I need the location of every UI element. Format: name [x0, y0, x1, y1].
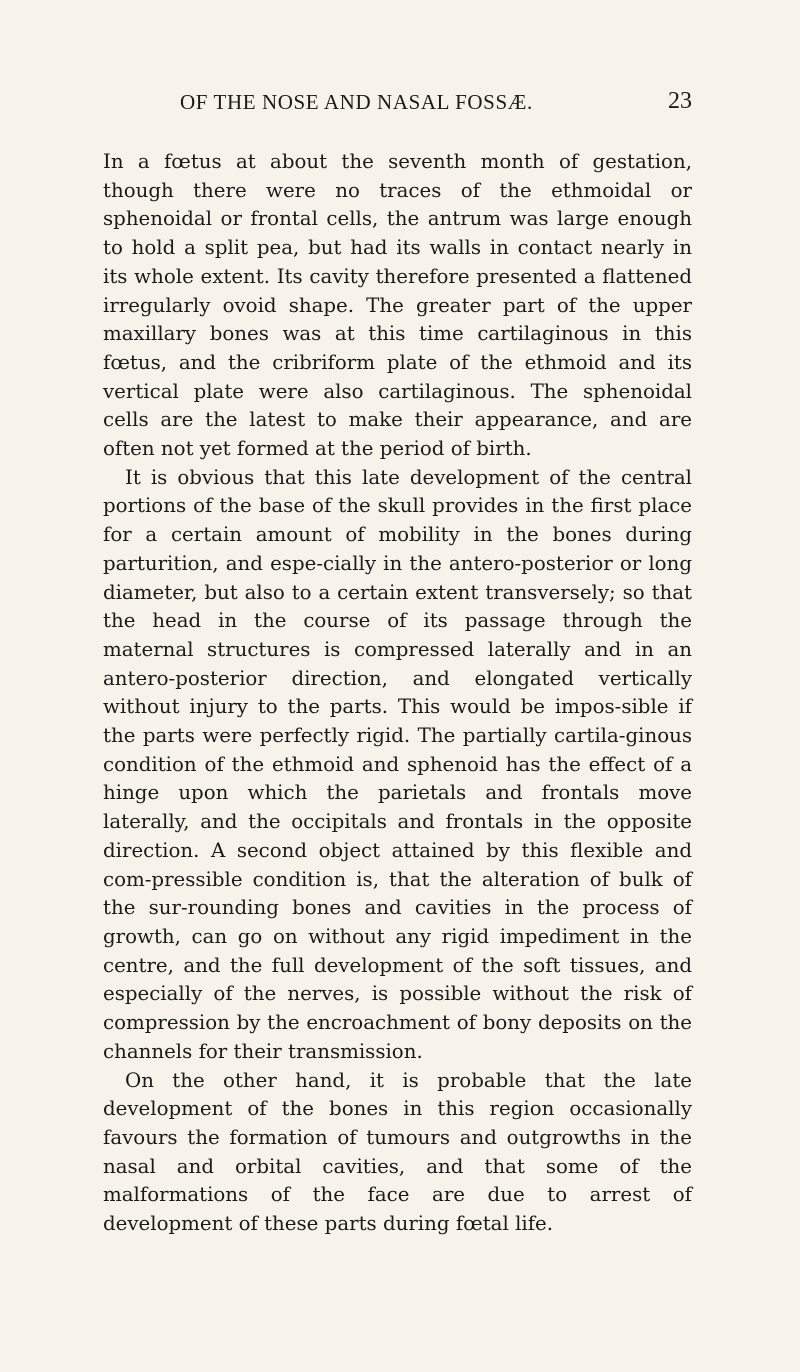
body-text [103, 148, 692, 1239]
page-number: 23 [668, 88, 692, 114]
running-head [103, 70, 692, 114]
paragraph: On the other hand, it is probable that the late development of the bones in this region occasionally favours the formation of tumours and outgrowths in the nasal and orbital cavities, and that some of the malformations of the face are due to arrest of development of these parts during fœtal life. [103, 1068, 692, 1236]
paragraph: It is obvious that this late development of the central portions of the base of the skull provides in the first place for a certain amount of mobility in the bones during parturition, and espe-cially in the antero-posterior or long diameter, but also to a certain extent transversely; so that the head in the course of its passage through the maternal structures is compressed laterally and in an antero-posterior direction, and elongated vertically without injury to the parts. This would be impos-sible if the parts were perfectly rigid. The partially cartila-ginous condition of the ethmoid and sphenoid has the effect of a hinge upon which the parietals and frontals move laterally, and the occipitals and frontals in the opposite direction. A second object attained by this flexible and com-pressible condition is, that the alteration of bulk of the sur-rounding bones and cavities in the process of growth, can go on without any rigid impediment in the centre, and the full development of the soft tissues, and especially of the nerves, is possible without the risk of compression by the encroachment of bony deposits on the channels for their transmission. [103, 465, 692, 1063]
running-title: OF THE NOSE AND NASAL FOSSÆ. [180, 90, 533, 114]
paragraph: In a fœtus at about the seventh month of gestation, though there were no traces of the ethmoidal or sphenoidal or frontal cells, the antrum was large enough to hold a split pea, but had its walls in contact nearly in its whole extent. Its cavity therefore presented a flattened irregularly ovoid shape. The greater part of the upper maxillary bones was at this time cartilaginous in this fœtus, and the cribriform plate of the ethmoid and its vertical plate were also cartilaginous. The sphenoidal cells are the latest to make their appearance, and are often not yet formed at the period of birth. [103, 150, 692, 461]
